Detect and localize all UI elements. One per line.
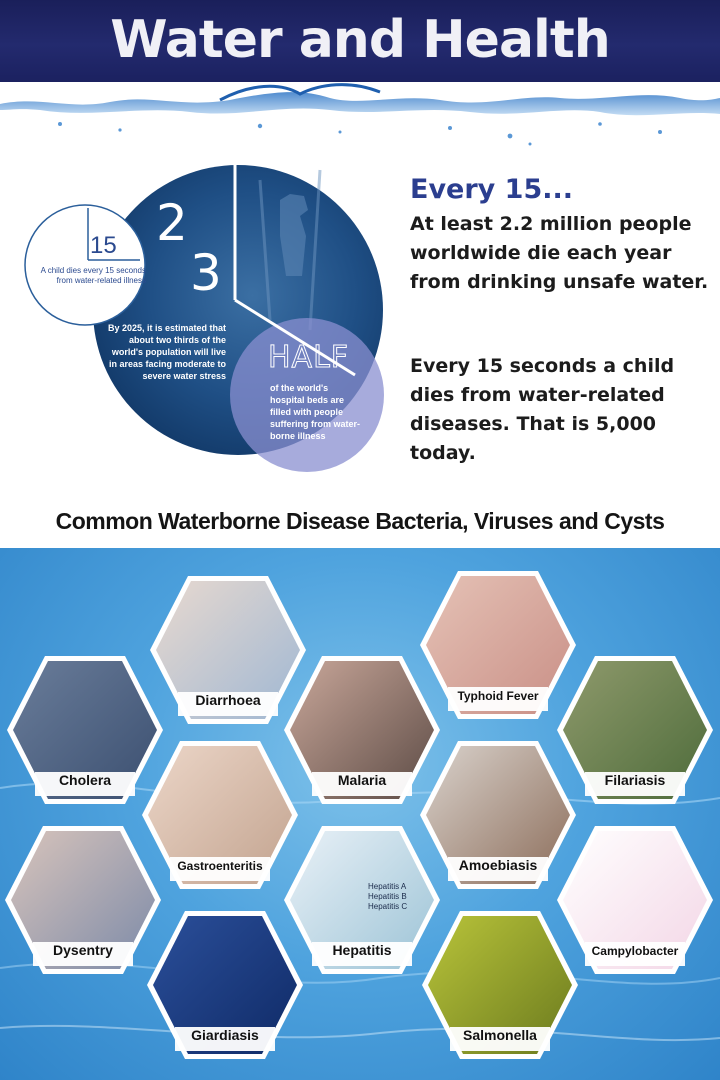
hex-salmonella	[420, 905, 580, 1065]
facts-title: Every 15...	[410, 174, 574, 205]
fraction-denominator: 3	[190, 244, 222, 302]
clock-number: 15	[90, 232, 117, 259]
disease-label: Giardiasis	[191, 1027, 259, 1043]
hex-giardiasis	[145, 905, 305, 1065]
disease-label: Typhoid Fever	[457, 689, 539, 703]
hex-typhoid-fever	[418, 565, 578, 725]
clock-caption: A child dies every 15 seconds from water-related illness	[40, 266, 146, 285]
disease-label: Campylobacter	[591, 944, 679, 958]
background-waves	[0, 548, 720, 1080]
disease-label: Salmonella	[463, 1027, 537, 1043]
disease-label: Gastroenteritis	[177, 859, 263, 873]
hepatitis-type-label: Hepatitis B	[368, 892, 407, 901]
disease-label: Diarrhoea	[195, 692, 261, 708]
hex-filariasis	[555, 650, 715, 810]
half-caption: of the world's hospital beds are filled with people suffering from water-borne illness	[270, 383, 361, 441]
disease-label: Hepatitis	[332, 942, 392, 958]
disease-label: Malaria	[337, 772, 387, 788]
hex-amoebiasis	[418, 735, 578, 895]
hex-hepatitis	[282, 820, 442, 980]
hepatitis-types	[368, 882, 407, 912]
fraction-numerator: 2	[156, 194, 188, 252]
hepatitis-type-label: Hepatitis A	[368, 882, 407, 891]
half-title: HALF	[268, 340, 350, 375]
disease-label: Amoebiasis	[458, 857, 538, 873]
page-title: Water and Health	[110, 10, 610, 70]
hex-gastroenteritis	[140, 735, 300, 895]
clock-icon	[25, 205, 145, 325]
disease-label: Filariasis	[604, 772, 666, 788]
disease-label: Cholera	[58, 772, 112, 788]
disease-label: Dysentry	[53, 942, 113, 958]
facts-paragraph-1: At least 2.2 million people worldwide die each year from drinking unsafe water.	[410, 213, 709, 293]
hex-dysentry	[3, 820, 163, 980]
disease-panel	[0, 548, 720, 1080]
section-title: Common Waterborne Disease Bacteria, Viruses and Cysts	[55, 508, 665, 534]
hepatitis-type-label: Hepatitis C	[368, 902, 408, 911]
water-splash	[0, 80, 720, 150]
header-banner	[0, 0, 720, 82]
fraction-caption: By 2025, it is estimated that about two thirds of the world's population will live in areas facing moderate to severe water stress	[107, 323, 226, 381]
statistics-graphic	[20, 160, 400, 480]
facts-paragraph-2: Every 15 seconds a child dies from water-related diseases. That is 5,000 today.	[410, 355, 675, 464]
